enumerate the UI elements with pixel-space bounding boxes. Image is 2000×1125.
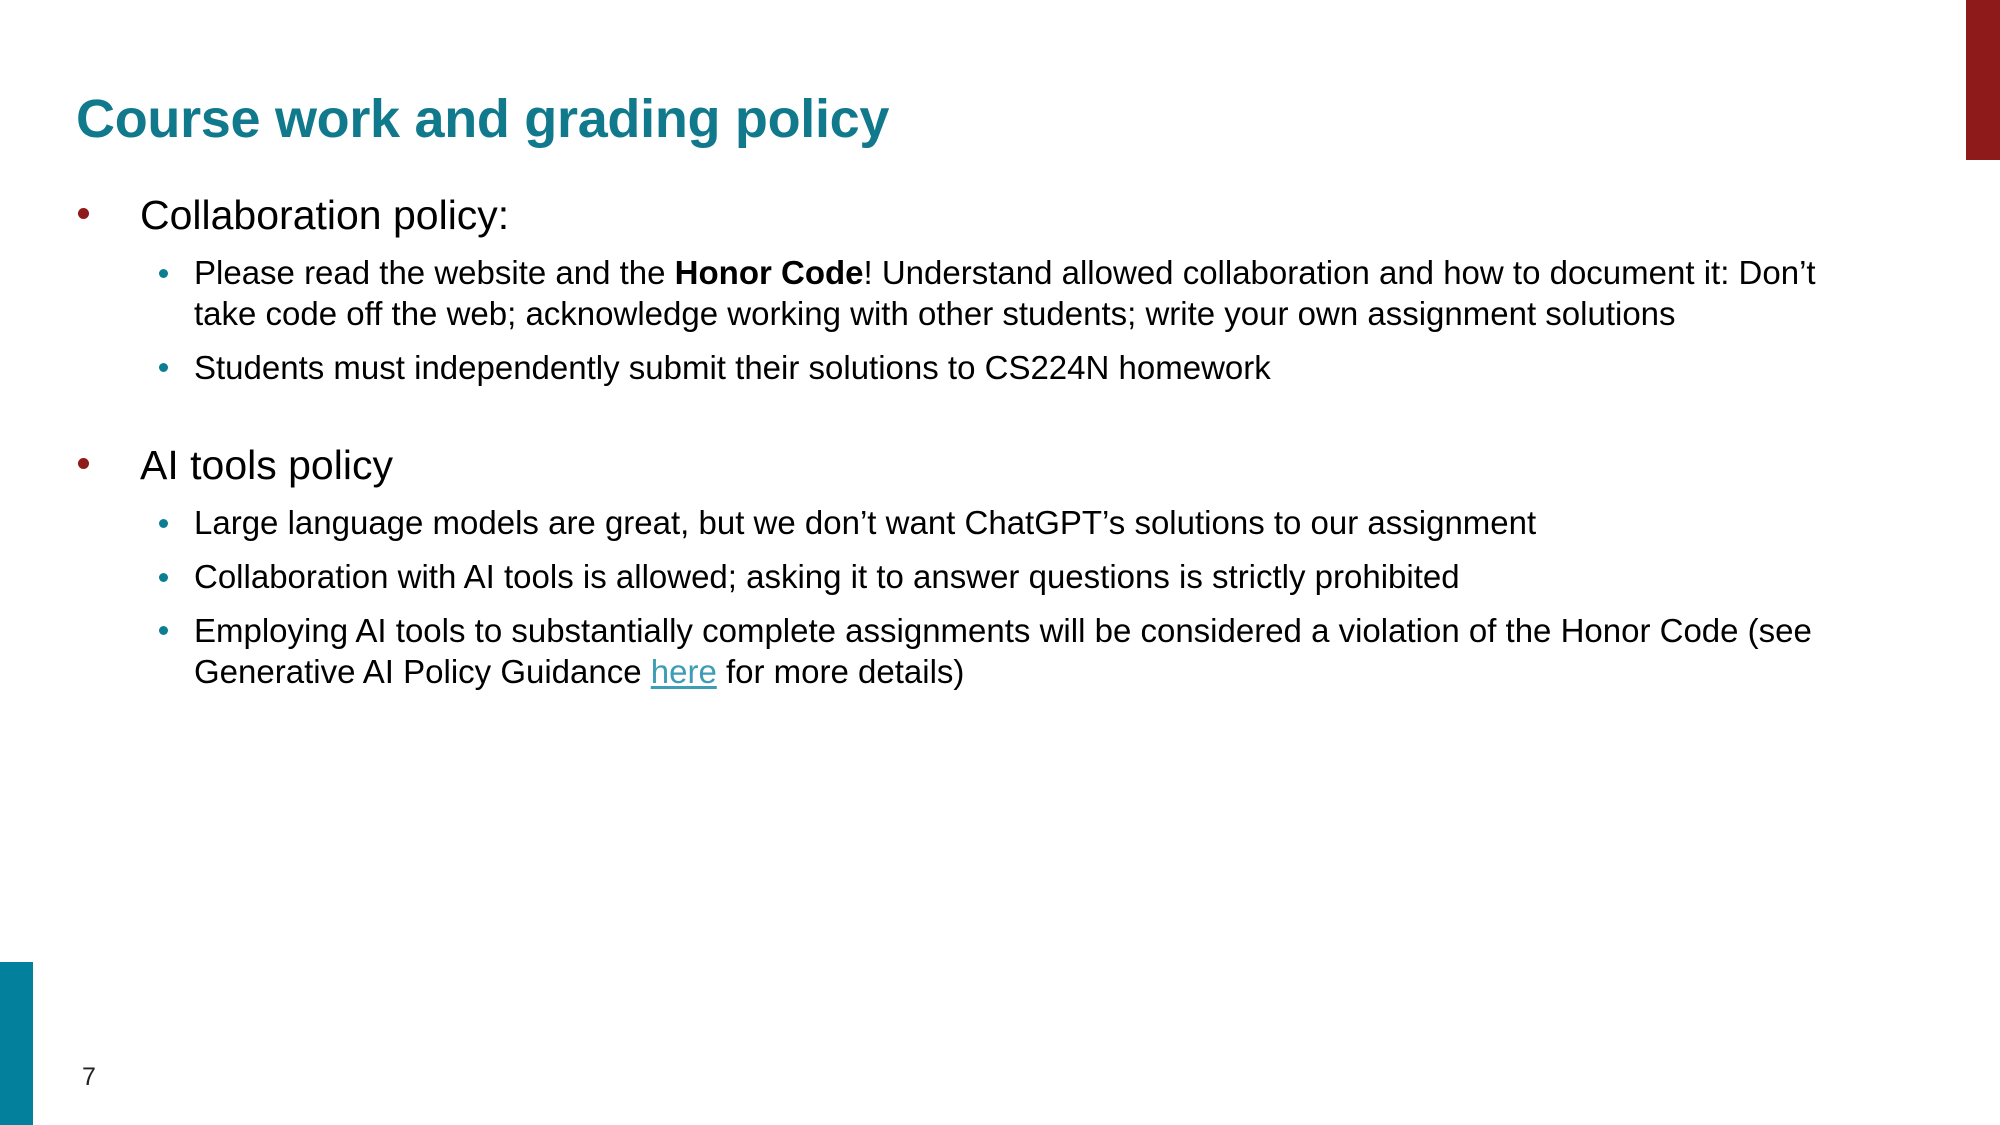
bullet-marker-level1-icon [78,458,89,469]
emphasis-text: Honor Code [674,254,864,292]
text-run: Students must independently submit their solutions to CS224N homework [194,348,1271,386]
bullet-level2-ai-collaboration-allowed [0,557,2000,598]
page-title: Course work and grading policy [76,89,890,150]
page-number: 7 [82,1063,96,1091]
bullet-level1-ai-tools-policy [0,440,2000,490]
bullet-level2-independent-submission [0,348,2000,389]
bullet-level2-text [194,504,1536,541]
accent-bar-top-right [1966,0,2000,160]
bullet-level1-label: Collaboration policy: [140,192,510,238]
text-run: ! Understand allowed collaboration and how to document it: Don’t take code off the web; acknowledge working with other students; write your own assignment solutions [194,254,1816,332]
text-run: Please read the website and the [194,254,675,292]
bullet-marker-level2-icon [159,573,168,582]
text-run: Collaboration with AI tools is allowed; asking it to answer questions is strictly prohibited [194,558,1460,596]
bullet-marker-level2-icon [159,363,168,372]
text-run: Employing AI tools to substantially complete assignments will be considered a violation of the Honor Code (see Generative AI Policy Guidance [194,611,1812,690]
bullet-level1-collaboration-policy [0,190,2000,240]
accent-bar-bottom-left [0,962,33,1125]
hyperlink-here[interactable]: here [650,652,717,690]
bullet-level2-llm-solutions [0,503,2000,544]
bullet-marker-level2-icon [159,519,168,528]
text-run: Large language models are great, but we don’t want ChatGPT’s solutions to our assignment [194,504,1537,542]
bullet-level2-honor-code [0,253,2000,335]
text-run: for more details) [716,652,965,690]
group-spacer [0,388,2000,440]
bullet-marker-level2-icon [159,626,168,635]
bullet-marker-level1-icon [78,208,89,219]
bullet-level2-text [194,349,1271,386]
bullet-level2-honor-code-violation [0,611,2000,693]
bullet-level1-label: AI tools policy [140,442,393,489]
slide-body [0,190,2000,692]
bullet-level2-text [194,254,1816,332]
bullet-level2-text [194,558,1460,595]
bullet-marker-level2-icon [159,269,168,278]
bullet-level2-text [194,612,1812,690]
